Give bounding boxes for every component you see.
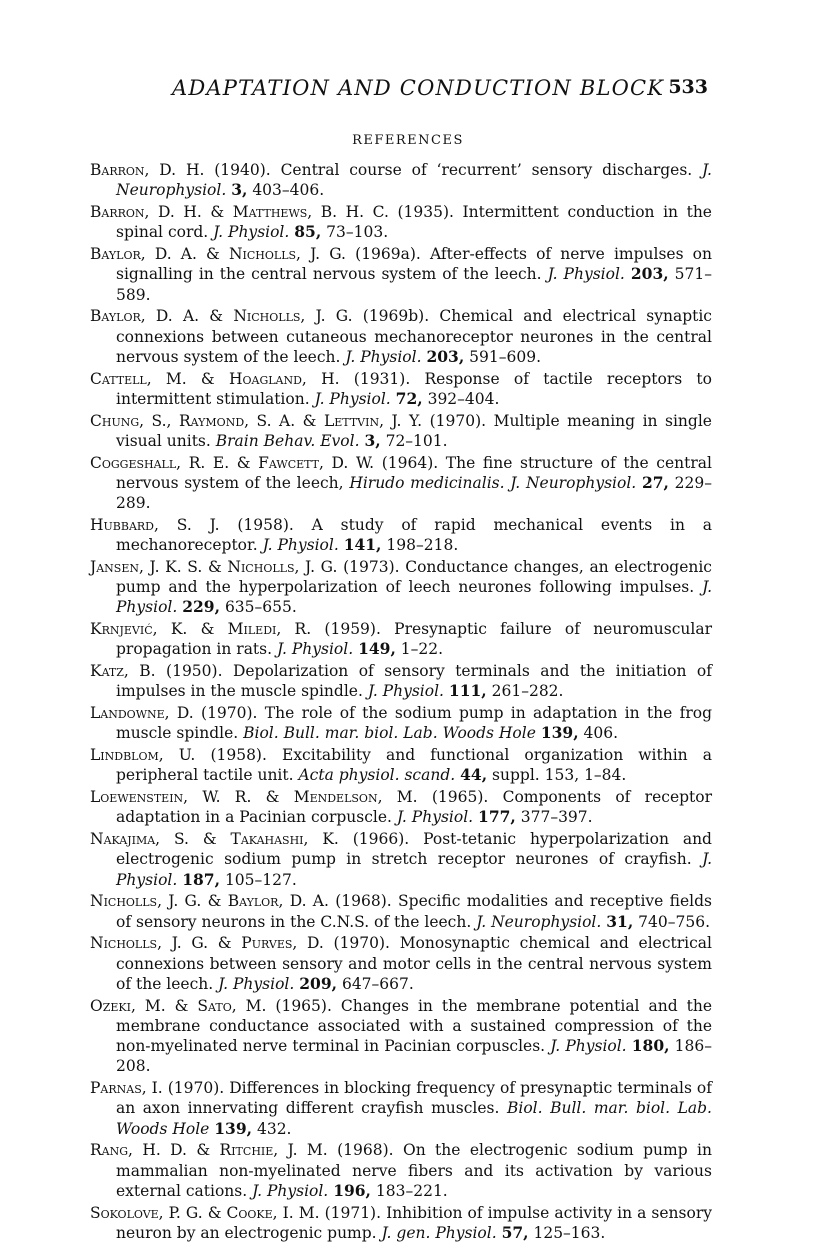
reference-volume: 209, — [299, 973, 338, 993]
reference-volume: 85, — [294, 222, 322, 242]
reference-title: Conductance changes, an electrogenic pump and the hyperpolarization of leech neurones following impulses. — [116, 557, 712, 597]
reference-title: Post-tetanic hyperpolarization and electrogenic sodium pump in stretch receptor neurones of crayfish. — [116, 829, 712, 869]
reference-journal: J. Physiol. — [218, 974, 295, 993]
reference-title: Response of tactile receptors to intermittent stimulation. — [116, 369, 712, 408]
reference-entry — [90, 619, 712, 660]
reference-title: Inhibition of impulse activity in a sensory neuron by an electrogenic pump. — [116, 1203, 712, 1242]
reference-title: Depolarization of sensory terminals and the initiation of impulses in the muscle spindle. — [116, 662, 712, 701]
reference-title: Changes in the membrane potential and the membrane conductance associated with a sustained compression of the non-myelinated nerve terminal in Pacinian corpuscles. — [116, 996, 712, 1056]
reference-title: Specific modalities and receptive fields of sensory neurons in the C.N.S. of the leech. — [116, 892, 713, 931]
reference-volume: 31, — [606, 911, 634, 931]
reference-authors: Nakajima, S. & Takahashi, K. — [90, 829, 339, 848]
reference-year: (1969a). — [355, 244, 421, 263]
reference-year: (1958). — [237, 515, 294, 534]
reference-pages: 635–655. — [224, 598, 297, 617]
reference-entry — [90, 996, 712, 1077]
reference-title: Presynaptic failure of neuromuscular propagation in rats. — [116, 620, 712, 659]
reference-entry — [90, 369, 712, 410]
reference-volume: 57, — [501, 1222, 529, 1242]
reference-list — [90, 160, 712, 1245]
reference-title-italic: Hirudo medicinalis. — [349, 473, 505, 492]
reference-authors: Jansen, J. K. S. & Nicholls, J. G. — [90, 557, 338, 576]
reference-year: (1931). — [353, 369, 411, 388]
reference-journal: Brain Behav. Evol. — [215, 431, 360, 450]
reference-title: The fine structure of the central nervous system of the leech, — [116, 453, 712, 492]
reference-volume: 27, — [641, 472, 669, 492]
reference-year: (1966). — [352, 829, 410, 848]
reference-entry — [90, 891, 712, 932]
reference-authors: Katz, B. — [90, 662, 156, 681]
reference-pages: 740–756. — [638, 912, 711, 931]
reference-pages: 72–101. — [385, 431, 448, 450]
reference-journal: J. Physiol. — [252, 1181, 329, 1200]
reference-authors: Barron, D. H. — [90, 161, 205, 179]
reference-entry — [90, 829, 712, 890]
reference-authors: Nicholls, J. G. & Purves, D. — [90, 934, 324, 953]
reference-entry — [90, 933, 712, 994]
reference-entry — [90, 745, 712, 786]
reference-journal: J. Physiol. — [213, 223, 290, 242]
reference-pages: 125–163. — [533, 1223, 606, 1242]
reference-authors: Baylor, D. A. & Nicholls, J. G. — [90, 307, 353, 326]
reference-volume: 3, — [364, 430, 381, 450]
reference-volume: 141, — [343, 535, 382, 555]
references-heading: REFERENCES — [352, 133, 464, 148]
reference-year: (1959). — [324, 620, 381, 639]
reference-journal: Acta physiol. scand. — [298, 766, 456, 785]
reference-title: Differences in blocking frequency of presynaptic terminals of an axon innervating different crayfish muscles. — [116, 1079, 712, 1118]
reference-entry — [90, 515, 712, 556]
reference-journal: J. Neurophysiol. — [116, 161, 712, 200]
reference-entry — [90, 453, 712, 514]
reference-title: Components of receptor adaptation in a Pacinian corpuscle. — [116, 787, 713, 827]
reference-journal: J. Physiol. — [116, 578, 713, 617]
reference-journal: J. Physiol. — [367, 682, 444, 701]
reference-authors: Baylor, D. A. & Nicholls, J. G. — [90, 244, 346, 263]
reference-volume: 203, — [426, 346, 465, 366]
reference-journal: J. Physiol. — [396, 808, 474, 827]
reference-entry — [90, 411, 712, 452]
reference-pages: suppl. 153, 1–84. — [492, 766, 627, 785]
reference-year: (1970). — [333, 934, 390, 953]
reference-journal: J. Physiol. — [314, 389, 391, 408]
reference-volume: 111, — [448, 681, 487, 701]
reference-title: Central course of ‘recurrent’ sensory discharges. — [280, 161, 693, 179]
reference-title: Multiple meaning in single visual units. — [116, 411, 712, 450]
reference-authors: Barron, D. H. & Matthews, B. H. C. — [90, 202, 389, 221]
reference-year: (1973). — [343, 557, 400, 576]
reference-volume: 196, — [333, 1180, 371, 1200]
reference-authors: Ozeki, M. & Sato, M. — [90, 996, 267, 1015]
reference-volume: 3, — [231, 180, 248, 200]
reference-journal: Biol. Bull. mar. biol. Lab. Woods Hole — [243, 724, 536, 743]
reference-authors: Loewenstein, W. R. & Mendelson, M. — [90, 787, 418, 806]
reference-entry — [90, 1140, 712, 1201]
reference-year: (1958). — [210, 746, 267, 764]
reference-pages: 105–127. — [224, 870, 297, 889]
reference-pages: 261–282. — [491, 682, 564, 701]
reference-authors: Krnjević, K. & Miledi, R. — [90, 620, 312, 639]
reference-volume: 72, — [395, 388, 423, 408]
reference-year: (1970). — [167, 1079, 225, 1098]
reference-journal: J. Physiol. — [550, 1037, 627, 1056]
reference-entry — [90, 1203, 712, 1244]
reference-entry — [90, 787, 712, 828]
reference-journal: J. Neurophysiol. — [476, 912, 602, 931]
reference-volume: 187, — [182, 869, 220, 889]
reference-authors: Cattell, M. & Hoagland, H. — [90, 369, 340, 388]
reference-entry — [90, 160, 712, 201]
reference-authors: Lindblom, U. — [90, 746, 196, 764]
reference-authors: Nicholls, J. G. & Baylor, D. A. — [90, 892, 329, 911]
running-head-title: ADAPTATION AND CONDUCTION BLOCK — [172, 76, 665, 100]
reference-pages: 73–103. — [326, 223, 389, 242]
reference-pages: 1–22. — [400, 640, 444, 659]
reference-pages: 392–404. — [427, 389, 500, 408]
reference-journal: J. Physiol. — [547, 265, 625, 284]
reference-authors: Sokolove, P. G. & Cooke, I. M. — [90, 1203, 320, 1222]
reference-entry — [90, 306, 712, 367]
reference-title: The role of the sodium pump in adaptation in the frog muscle spindle. — [116, 704, 712, 743]
reference-journal: J. Physiol. — [276, 640, 354, 659]
reference-title: Excitability and functional organization within a peripheral tactile unit. — [116, 746, 712, 785]
reference-year: (1965). — [431, 787, 489, 806]
reference-authors: Chung, S., Raymond, S. A. & Lettvin, J. Y. — [90, 411, 423, 430]
reference-title: A study of rapid mechanical events in a mechanoreceptor. — [116, 515, 712, 555]
reference-pages: 647–667. — [341, 974, 414, 993]
reference-year: (1968). — [337, 1141, 394, 1160]
reference-year: (1970). — [429, 411, 487, 430]
reference-entry — [90, 1078, 712, 1139]
reference-pages: 377–397. — [520, 808, 593, 827]
reference-entry — [90, 244, 712, 305]
reference-year: (1940). — [214, 161, 271, 179]
reference-journal: J. Physiol. — [345, 347, 422, 366]
reference-year: (1965). — [275, 996, 332, 1015]
reference-pages: 406. — [583, 724, 619, 743]
reference-title: Intermittent conduction in the spinal cord. — [116, 202, 712, 242]
reference-year: (1950). — [166, 662, 223, 681]
reference-pages: 403–406. — [252, 181, 325, 200]
reference-authors: Landowne, D. — [90, 704, 194, 723]
reference-journal: J. Neurophysiol. — [510, 473, 637, 492]
reference-entry — [90, 202, 712, 243]
reference-authors: Hubbard, S. J. — [90, 515, 220, 534]
reference-authors: Parnas, I. — [90, 1079, 163, 1098]
reference-entry — [90, 661, 712, 702]
reference-title: After-effects of nerve impulses on signalling in the central nervous system of the leech. — [116, 244, 712, 284]
reference-pages: 186–208. — [116, 1037, 713, 1076]
reference-title: Chemical and electrical synaptic connexions between cutaneous mechanoreceptor neurones in the central nervous system of the leech. — [116, 307, 712, 366]
reference-year: (1964). — [381, 453, 439, 472]
reference-year: (1968). — [335, 892, 392, 911]
reference-volume: 44, — [460, 765, 488, 785]
reference-volume: 180, — [631, 1036, 670, 1056]
reference-pages: 432. — [256, 1119, 292, 1138]
reference-entry — [90, 557, 712, 618]
reference-pages: 229–289. — [116, 473, 712, 513]
reference-entry — [90, 703, 712, 744]
reference-volume: 139, — [214, 1118, 253, 1138]
reference-year: (1969b). — [362, 307, 430, 326]
reference-title: On the electrogenic sodium pump in mammalian non-myelinated nerve fibers and its activation by various external cations. — [116, 1141, 712, 1200]
reference-year: (1971). — [324, 1203, 382, 1222]
reference-pages: 198–218. — [386, 536, 459, 555]
reference-pages: 591–609. — [469, 347, 542, 366]
reference-volume: 139, — [540, 723, 579, 743]
reference-authors: Coggeshall, R. E. & Fawcett, D. W. — [90, 453, 375, 472]
running-head — [0, 76, 816, 106]
reference-volume: 229, — [182, 597, 220, 617]
reference-title: Monosynaptic chemical and electrical connexions between sensory and motor cells in the central nervous system of the leech. — [116, 934, 712, 993]
reference-journal: J. gen. Physiol. — [381, 1223, 497, 1242]
reference-journal: J. Physiol. — [262, 536, 339, 555]
reference-pages: 571–589. — [116, 265, 712, 304]
reference-year: (1935). — [397, 202, 454, 221]
reference-volume: 149, — [358, 639, 396, 659]
reference-volume: 203, — [630, 264, 669, 284]
page-number: 533 — [668, 76, 708, 98]
reference-journal: Biol. Bull. mar. biol. Lab. Woods Hole — [116, 1099, 712, 1138]
reference-volume: 177, — [478, 807, 516, 827]
reference-journal: J. Physiol. — [116, 850, 712, 889]
reference-year: (1970). — [201, 704, 258, 723]
reference-pages: 183–221. — [375, 1181, 448, 1200]
reference-authors: Rang, H. D. & Ritchie, J. M. — [90, 1141, 328, 1160]
